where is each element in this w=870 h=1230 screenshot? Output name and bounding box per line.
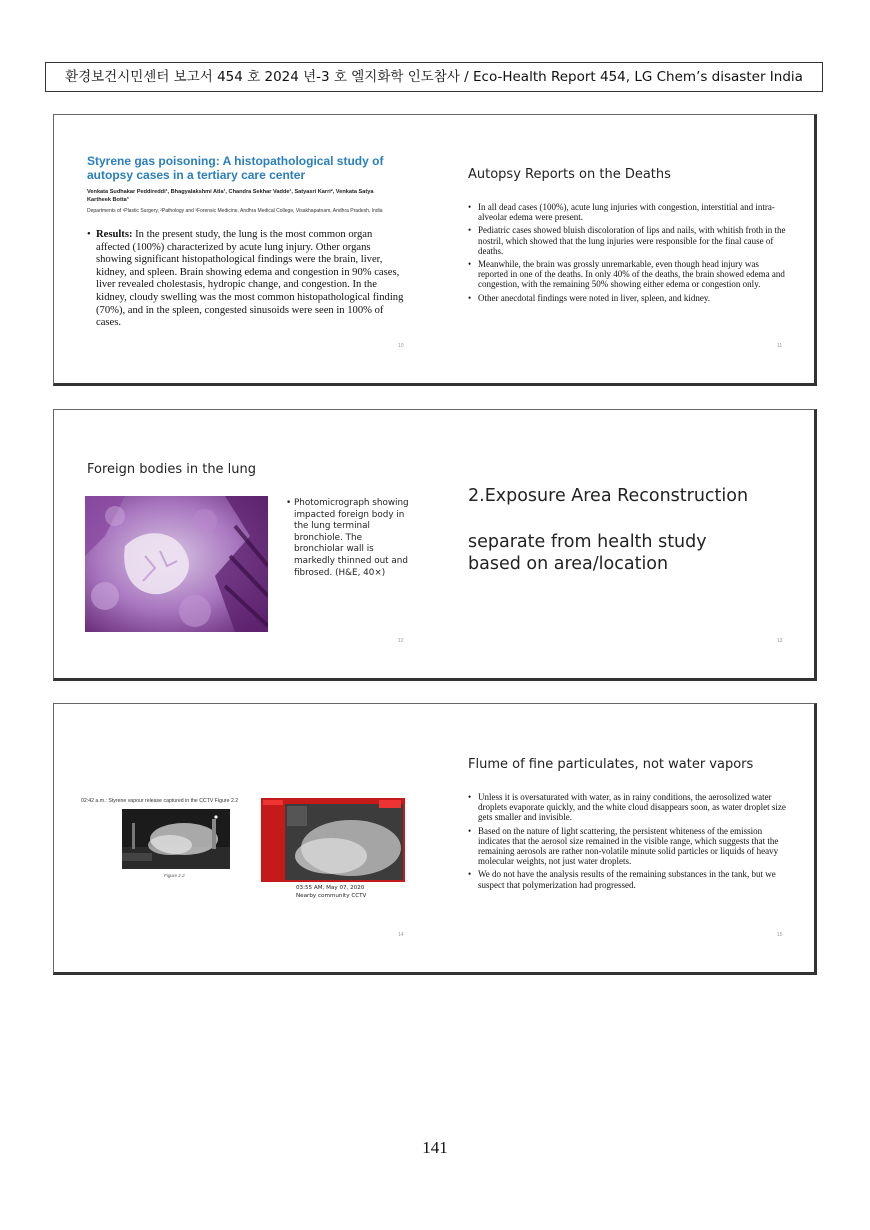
slide-page-number: 11 (777, 343, 783, 349)
slide-title: Foreign bodies in the lung (87, 462, 257, 477)
bullet-item: • We do not have the analysis results of the remaining substances in the tank, but we suspect that polymerization had progressed. (468, 869, 790, 889)
bullet-item: • Unless it is oversaturated with water, as in rainy conditions, the aerosolized water droplets evaporate quickly, and the white cloud disappears soon, as water droplet size gets smaller and invisible. (468, 792, 790, 823)
results-bullet: • Results: In the present study, the lung is the most common organ affected (100%) characterized by acute lung injury. Other organs showing significant histopathological findings were the brain, liver, kidney, and spleen. Brain showing edema and congestion in 90% cases, liver revealed cholestasis, hydropic change, and congestion. In the kidney, cloudy swelling was the most common histopathological finding (70%), and in the spleen, congested sinusoids were seen in 100% of cases. (87, 229, 404, 329)
slide-subtitle-line-1: separate from health study (468, 532, 707, 552)
paper-title: Styrene gas poisoning: A histopathological study of autopsy cases in a tertiary care center (87, 154, 384, 182)
bullet-item: • Pediatric cases showed bluish discoloration of lips and nails, with whitish froth in the nostril, which showed that the lung injuries were responsible for the final cause of deaths. (468, 225, 788, 256)
slide-14 (54, 704, 435, 972)
slide-row-2 (53, 409, 817, 681)
slide-row-3 (53, 703, 817, 975)
slide-title: 2.Exposure Area Reconstruction (468, 486, 749, 506)
news-cctv-image (261, 798, 405, 882)
slide-page-number: 10 (398, 343, 404, 349)
figure-label: Figure 2.2 (164, 873, 185, 878)
photomicrograph-caption: • Photomicrograph showing impacted foreign body in the lung terminal bronchiole. The bronchiolar wall is markedly thinned out and fibrosed. (H&E, 40×) (286, 498, 409, 578)
slide-title: Flume of fine particulates, not water vapors (468, 757, 754, 772)
bullet-item: • Based on the nature of light scattering, the persistent whiteness of the emission indicates that the aerosol size remained in the visible range, which suggests that the remaining aerosols are rather non-volatile minute solid particles or liquids of heavy molecular weights, not just water droplets. (468, 826, 790, 867)
cctv-image (122, 809, 230, 869)
slide-page-number: 12 (398, 638, 404, 644)
slide-page-number: 14 (398, 932, 404, 938)
slide-13 (435, 410, 815, 678)
slide-12 (54, 410, 435, 678)
slide-page-number: 13 (777, 638, 783, 644)
slide-10 (54, 115, 435, 383)
slide-row-1 (53, 114, 817, 386)
slide-page-number: 15 (777, 932, 783, 938)
slide-11 (435, 115, 815, 383)
slide-subtitle-line-2: based on area/location (468, 554, 669, 574)
histology-photomicrograph (85, 496, 268, 632)
bullet-item: • In all dead cases (100%), acute lung injuries with congestion, interstitial and intra-alveolar edema were present. (468, 202, 788, 222)
caption-text: Photomicrograph showing impacted foreign body in the lung terminal bronchiole. The bronchiolar wall is markedly thinned out and fibrosed. (H&E, 40×) (294, 498, 409, 578)
paper-affiliation: Departments of ¹Plastic Surgery, ²Pathology and ³Forensic Medicine, Andhra Medical College, Visakhapatnam, Andhra Pradesh, India (87, 208, 383, 214)
photomicrograph-image (85, 496, 268, 632)
news-frame (261, 798, 405, 882)
bullet-item: • Other anecdotal findings were noted in liver, spleen, and kidney. (468, 293, 788, 303)
autopsy-bullet-list (468, 202, 788, 303)
document-page-number: 141 (422, 1138, 448, 1157)
report-header (45, 62, 823, 92)
results-text: In the present study, the lung is the most common organ affected (100%) characterized by acute lung injury. Other organs showing significant histopathological findings were the brain, liver, kidney, and spleen. Brain showing edema and congestion in 90% cases, liver revealed cholestasis, hydropic change, and congestion. In the kidney, cloudy swelling was the most common histopathological finding (70%), and in the spleen, congested sinusoids were seen in 100% of cases. (96, 229, 404, 329)
bullet-item: • Meanwhile, the brain was grossly unremarkable, even though head injury was reported in one of the deaths. In only 40% of the deaths, the brain showed edema and congestion, with the remaining 50% showing either edema or congestion only. (468, 259, 788, 290)
slide-15 (435, 704, 815, 972)
news-caption-line-2: Nearby community CCTV (296, 893, 367, 899)
slide-title: Autopsy Reports on the Deaths (468, 167, 671, 182)
header-text: 환경보건시민센터 보고서 454 호 2024 년-3 호 엘지화학 인도참사 / Eco-Health Report 454, LG Chem’s disaster India (65, 69, 803, 85)
cctv-label: 02:42 a.m.: Styrene vapour release captured in the CCTV Figure 2.2 (81, 798, 239, 804)
news-caption-line-1: 03:55 AM, May 07, 2020 (296, 885, 365, 891)
flume-bullet-list (468, 792, 790, 890)
cctv-frame (122, 809, 230, 869)
paper-authors: Venkata Sudhakar Peddireddi¹, Bhagyalakshmi Atla¹, Chandra Sekhar Vadde¹, Satyasri Karri², Venkata Satya Kartheek Botta³ (87, 189, 374, 203)
results-label: Results: (96, 229, 133, 240)
